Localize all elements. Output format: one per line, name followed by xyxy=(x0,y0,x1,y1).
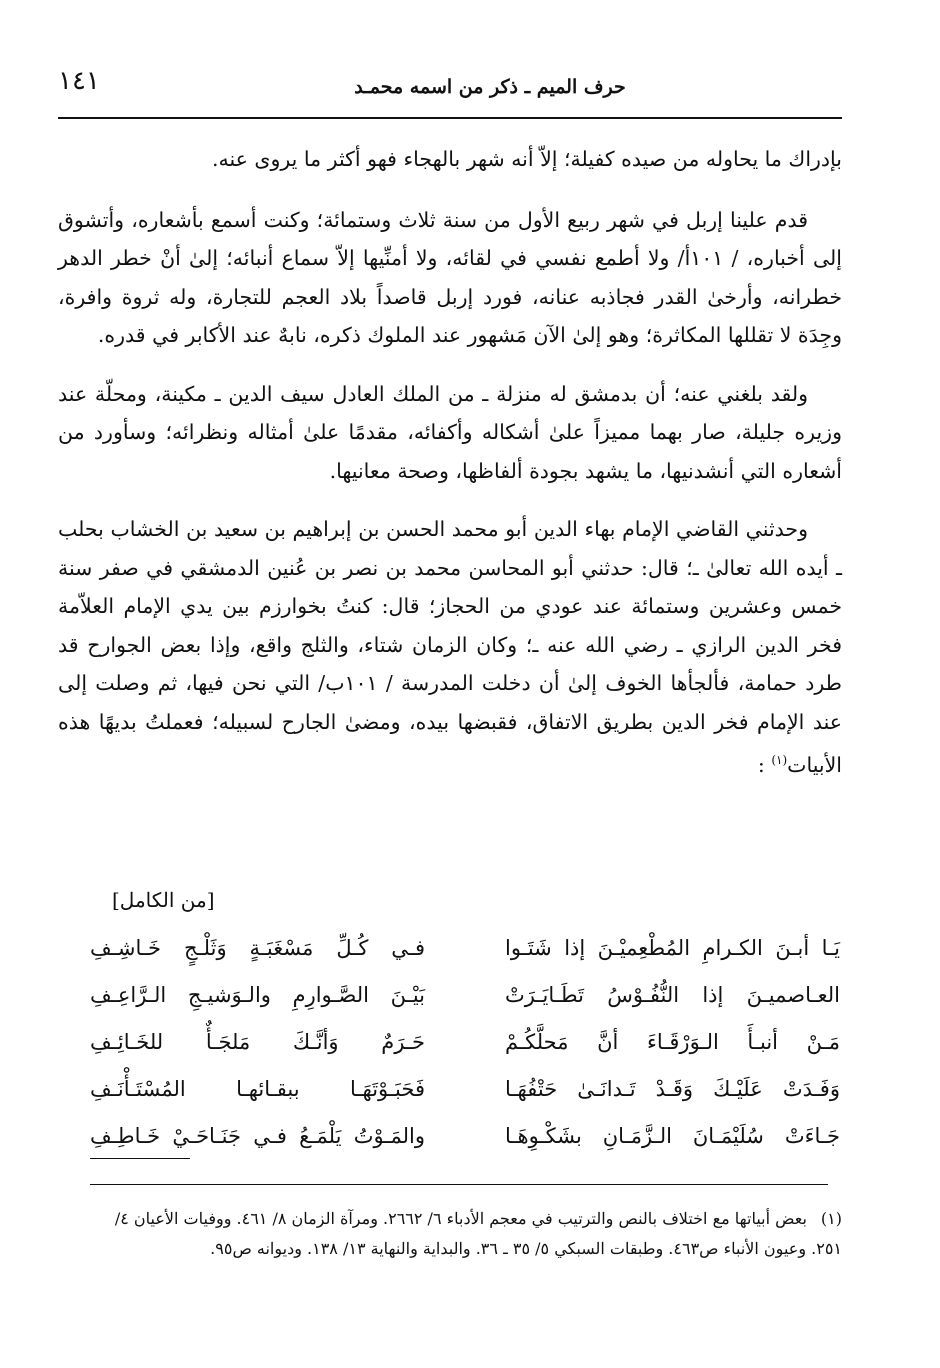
verse-line xyxy=(90,1116,840,1163)
footnote-text: بعض أبياتها مع اختلاف بالنص والترتيب في معجم الأدباء ٦/ ٢٦٦٢. ومرآة الزمان ٨/ ٤٦١. ووفيات الأعيان ٤/ ٢٥١. وعيون الأنباء ص٤٦٣. وطبقات السبكي ٥/ ٣٥ ـ ٣٦. والبداية والنهاية ١٣/ ١٣٨. وديوانه ص٩٥. xyxy=(114,1209,842,1258)
verse-second-hemistich: فَحَبَـوْتَهَـا ببقـائهـا المُسْتَـأْنَـفِ xyxy=(90,1077,425,1101)
verse-line xyxy=(90,928,840,975)
footnote-marker: (١) xyxy=(820,1209,842,1228)
running-head: حرف الميم ـ ذكر من اسمه محمـد xyxy=(354,76,626,98)
header-rule xyxy=(58,117,842,119)
verse-second-hemistich: فـي كُـلِّ مَسْغَبَـةٍ وَثَلْـجٍ خَـاشِـفِ xyxy=(90,936,425,960)
verse-first-hemistich: وَفَـدَتْ عَلَيْـكَ وَقَـدْ تَـدانَـىٰ حَتْفُهَـا xyxy=(505,1077,840,1101)
poem xyxy=(90,928,840,1163)
verse-line xyxy=(90,1022,840,1069)
footnote-separator xyxy=(90,1184,828,1185)
poem-end-rule xyxy=(90,1158,190,1159)
paragraph-2: قدم علينا إربل في شهر ربيع الأول من سنة ثلاث وستمائة؛ وكنت أسمع بأشعاره، وأتشوق إلى أخباره، / ١٠١أ/ ولا أطمع نفسي في لقائه، ولا أمنِّيها إلاّ سماع أنبائه؛ إلىٰ أنْ خطر الدهر خطرانه، وأرخىٰ القدر فجاذبه عنانه، فورد إربل قاصداً بلاد العجم للتجارة، وله ثروة وافرة، وجِدَة لا تقللها المكاثرة؛ وهو إلىٰ الآن مَشهور عند الملوك ذكره، نابهٌ عند الأكابر في قدره. xyxy=(58,207,842,347)
verse-second-hemistich: بَيْـنَ الصَّـوارِمِ والـوَشيـجِ الـرَّاعِـفِ xyxy=(90,983,425,1007)
verse-line xyxy=(90,1069,840,1116)
page-number: ١٤١ xyxy=(58,66,100,96)
paragraph-4-colon: : xyxy=(757,752,765,777)
main-text xyxy=(58,140,842,804)
verse-first-hemistich: مَـنْ أنبـأَ الـوَرْقَـاءَ أنَّ مَحلَّكُـمْ xyxy=(505,1030,840,1054)
footnote-ref[interactable]: (١) xyxy=(771,753,788,767)
paragraph-1: بإدراك ما يحاوله من صيده كفيلة؛ إلاّ أنه شهر بالهجاء فهو أكثر ما يروى عنه. xyxy=(211,147,842,171)
paragraph-4 xyxy=(58,510,842,784)
verse-line xyxy=(90,975,840,1022)
paragraph-3: ولقد بلغني عنه؛ أن بدمشق له منزلة ـ من الملك العادل سيف الدين ـ مكينة، ومحلّة عند وزيره جليلة، صار بهما مميزاً علىٰ أشكاله وأكفائه، مقدمًا علىٰ أمثاله ونظرائه؛ وسأورد من أشعاره التي أنشدنيها، ما يشهد بجودة ألفاظها، وصحة معانيها. xyxy=(58,381,842,483)
footnotes xyxy=(84,1204,842,1264)
verse-first-hemistich: جَـاءَتْ سُلَيْمَـانَ الـزَّمَـانِ بشَكْـوِهَـا xyxy=(505,1124,840,1148)
verse-second-hemistich: والمَـوْتُ يَلْمَـعُ فـي جَنَـاحَـيْ خَـاطِـفِ xyxy=(90,1124,425,1148)
verse-first-hemistich: العـاصميـنَ إذا النُّفُـوْسُ تَطَـايَـرَتْ xyxy=(505,983,840,1007)
footnote xyxy=(84,1204,842,1264)
paragraph-4-text: وحدثني القاضي الإمام بهاء الدين أبو محمد الحسن بن إبراهيم بن سعيد بن الخشاب بحلب ـ أيده الله تعالىٰ ـ؛ قال: حدثني أبو المحاسن محمد بن نصر بن عُنين الدمشقي في صفر سنة خمس وعشرين وستمائة عند عودي من الحجاز؛ قال: كنتُ بخوارزم بين يدي الإمام العلاّمة فخر الدين الرازي ـ رضي الله عنه ـ؛ وكان الزمان شتاء، والثلج واقع، وإذا بعض الجوارح قد طرد حمامة، فألجأها الخوف إلىٰ أن دخلت المدرسة / ١٠١ب/ التي نحن فيها، ثم وصلت إلى عند الإمام فخر الدين بطريق الاتفاق، فقبضها بيده، ومضىٰ الجارح لسبيله؛ فعملتُ بديهًا هذه الأبيات xyxy=(58,517,842,777)
verse-first-hemistich: يَـا أبـنَ الكـرامِ المُطْعِميْـنَ إذا شَتَـوا xyxy=(505,936,840,960)
verse-second-hemistich: حَـرَمٌ وَأنَّـكَ مَلجَـأٌ للخَـائِـفِ xyxy=(90,1030,425,1054)
poem-meter-label: [من الكامل] xyxy=(112,888,215,912)
